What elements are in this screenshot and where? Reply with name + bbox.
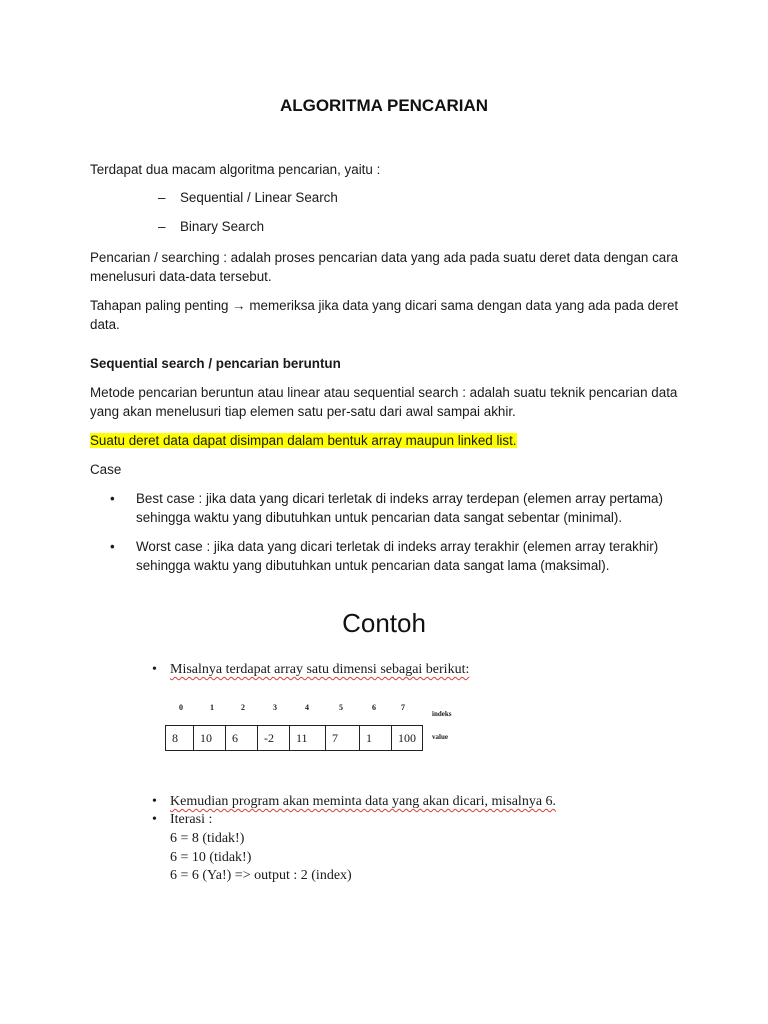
case-worst [110, 537, 670, 575]
index-label: 6 [372, 703, 376, 712]
stage-prefix: Tahapan paling penting [90, 298, 229, 313]
bullet-marker: • [152, 812, 157, 827]
example-intro-text: Misalnya terdapat array satu dimensi sebagai berikut: [170, 662, 470, 677]
stage-suffix: memeriksa jika data yang dicari sama dengan data yang ada pada deret data. [90, 298, 679, 332]
iteration-line: 6 = 6 (Ya!) => output : 2 (index) [170, 868, 352, 883]
array-cell: -2 [258, 726, 290, 751]
array-cell: 10 [194, 726, 226, 751]
seq-description [90, 383, 690, 421]
arrow-right-icon: → [232, 298, 246, 313]
case-line: Worst case : jika data yang dicari terletak di indeks array terakhir (elemen array terakhir) [136, 539, 659, 554]
array-cell: 100 [392, 726, 423, 751]
example-title: Contoh [342, 608, 426, 638]
iter-label: Iterasi : [170, 812, 213, 827]
array-cell: 1 [360, 726, 392, 751]
case-line: sehingga waktu yang dibutuhkan untuk pencarian data sangat lama (maksimal). [136, 558, 610, 573]
bullet-marker: • [152, 662, 157, 677]
definition-line: Pencarian / searching : adalah proses pencarian data yang ada pada suatu deret data dengan cara [90, 250, 679, 265]
then-text: Kemudian program akan meminta data yang akan dicari, misalnya 6. [170, 794, 557, 809]
highlight-paragraph [90, 431, 690, 450]
bullet-marker: • [110, 491, 115, 506]
type-label: Sequential / Linear Search [180, 190, 338, 205]
then-item [152, 794, 556, 810]
dash-marker: – [158, 190, 166, 205]
indeks-label: indeks [432, 710, 452, 718]
case-label: Case [90, 462, 122, 477]
example-intro [152, 662, 469, 678]
array-cell: 6 [226, 726, 258, 751]
iteration-line: 6 = 10 (tidak!) [170, 850, 252, 865]
index-label: 2 [241, 703, 245, 712]
highlight-text: Suatu deret data dapat disimpan dalam bentuk array maupun linked list. [90, 433, 517, 448]
array-table [165, 725, 423, 751]
definition-paragraph [90, 248, 690, 286]
stage-paragraph [90, 296, 690, 334]
array-cell: 7 [326, 726, 360, 751]
index-label: 3 [273, 703, 277, 712]
iteration-line: 6 = 8 (tidak!) [170, 831, 245, 846]
index-label: 4 [305, 703, 309, 712]
index-label: 5 [339, 703, 343, 712]
section-heading: Sequential search / pencarian beruntun [90, 356, 341, 371]
bullet-marker: • [110, 539, 115, 554]
definition-line: menelusuri data-data tersebut. [90, 269, 272, 284]
value-label: value [432, 733, 448, 741]
array-row [166, 726, 423, 751]
case-line: sehingga waktu yang dibutuhkan untuk pencarian data sangat sebentar (minimal). [136, 510, 623, 525]
seq-line: yang akan menelusuri tiap elemen satu per-satu dari awal sampai akhir. [90, 404, 516, 419]
bullet-marker: • [152, 794, 157, 809]
seq-line: Metode pencarian beruntun atau linear atau sequential search : adalah suatu teknik pencarian data [90, 385, 678, 400]
index-label: 0 [179, 703, 183, 712]
case-best [110, 489, 670, 527]
array-cell: 11 [290, 726, 326, 751]
iter-item [152, 812, 212, 828]
intro-text: Terdapat dua macam algoritma pencarian, yaitu : [90, 162, 381, 177]
index-label: 1 [210, 703, 214, 712]
array-cell: 8 [166, 726, 194, 751]
type-item-binary [158, 219, 264, 234]
index-label: 7 [401, 703, 405, 712]
page-title: ALGORITMA PENCARIAN [279, 96, 489, 115]
type-item-sequential [158, 190, 338, 205]
type-label: Binary Search [180, 219, 265, 234]
dash-marker: – [158, 219, 166, 234]
case-line: Best case : jika data yang dicari terletak di indeks array terdepan (elemen array pertama) [136, 491, 663, 506]
